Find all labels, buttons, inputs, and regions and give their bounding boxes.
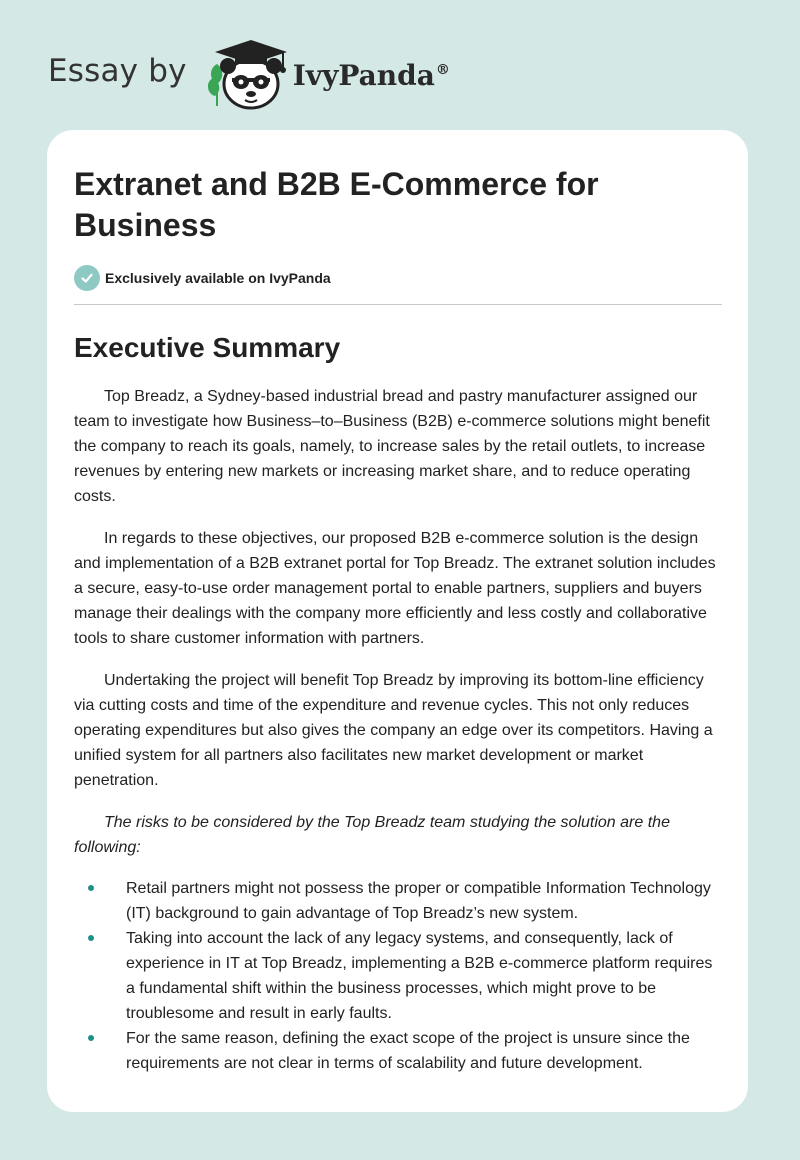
paragraph-3: Undertaking the project will benefit Top Breadz by improving its bottom-line efficiency via cutting costs and time of the expenditure and revenue cycles. This not only reduces operating expenditures but also gives the company an edge over its competitors. Having a unified system for all partners also facilitates new market development or market penetration. [74, 672, 713, 789]
list-item [74, 1026, 722, 1076]
list-item-text: Taking into account the lack of any legacy systems, and consequently, lack of experience in IT at Top Breadz, implementing a B2B e-commerce platform requires a fundamental shift within the business processes, which might prove to be troublesome and result in early faults. [126, 930, 713, 1022]
paragraph-2: In regards to these objectives, our proposed B2B e-commerce solution is the design and implementation of a B2B extranet portal for Top Breadz. The extranet solution includes a secure, easy-to-use order management portal to enable partners, suppliers and buyers manage their dealings with the company more efficiently and less costly and collaborative tools to share customer information with partners. [74, 530, 716, 647]
bullet-dot-icon [88, 1035, 94, 1041]
paragraph-1: Top Breadz, a Sydney-based industrial bread and pastry manufacturer assigned our team to investigate how Business–to–Business (B2B) e-commerce solutions might benefit the company to reach its goals, namely, to increase sales by the retail outlets, to increase revenues by entering new markets or increasing market share, and to reduce operating costs. [74, 388, 710, 505]
essay-card [47, 130, 748, 1112]
bullet-dot-icon [88, 885, 94, 891]
exclusive-label: Exclusively available on IvyPanda [105, 270, 331, 286]
brand-name [293, 59, 450, 92]
exclusive-badge [74, 264, 722, 292]
risks-intro: The risks to be considered by the Top Breadz team studying the solution are the following: [74, 814, 670, 856]
checkmark-icon [74, 265, 100, 291]
brand-header[interactable] [48, 34, 450, 114]
panda-logo-icon [199, 34, 291, 114]
list-item-text: For the same reason, defining the exact scope of the project is unsure since the requirements are not clear in terms of scalability and future development. [126, 1030, 690, 1072]
bullet-dot-icon [88, 935, 94, 941]
registered-mark: ® [435, 62, 450, 79]
risks-list [74, 876, 722, 1076]
list-item-text: Retail partners might not possess the proper or compatible Information Technology (IT) background to gain advantage of Top Breadz’s new system. [126, 880, 711, 922]
brand-prefix: Essay by [48, 53, 187, 89]
list-item [74, 926, 722, 1026]
section-heading: Executive Summary [74, 332, 341, 363]
essay-title: Extranet and B2B E-Commerce for Business [74, 166, 599, 243]
brand-name-text: IvyPanda [292, 58, 435, 92]
divider [74, 304, 722, 305]
list-item [74, 876, 722, 926]
